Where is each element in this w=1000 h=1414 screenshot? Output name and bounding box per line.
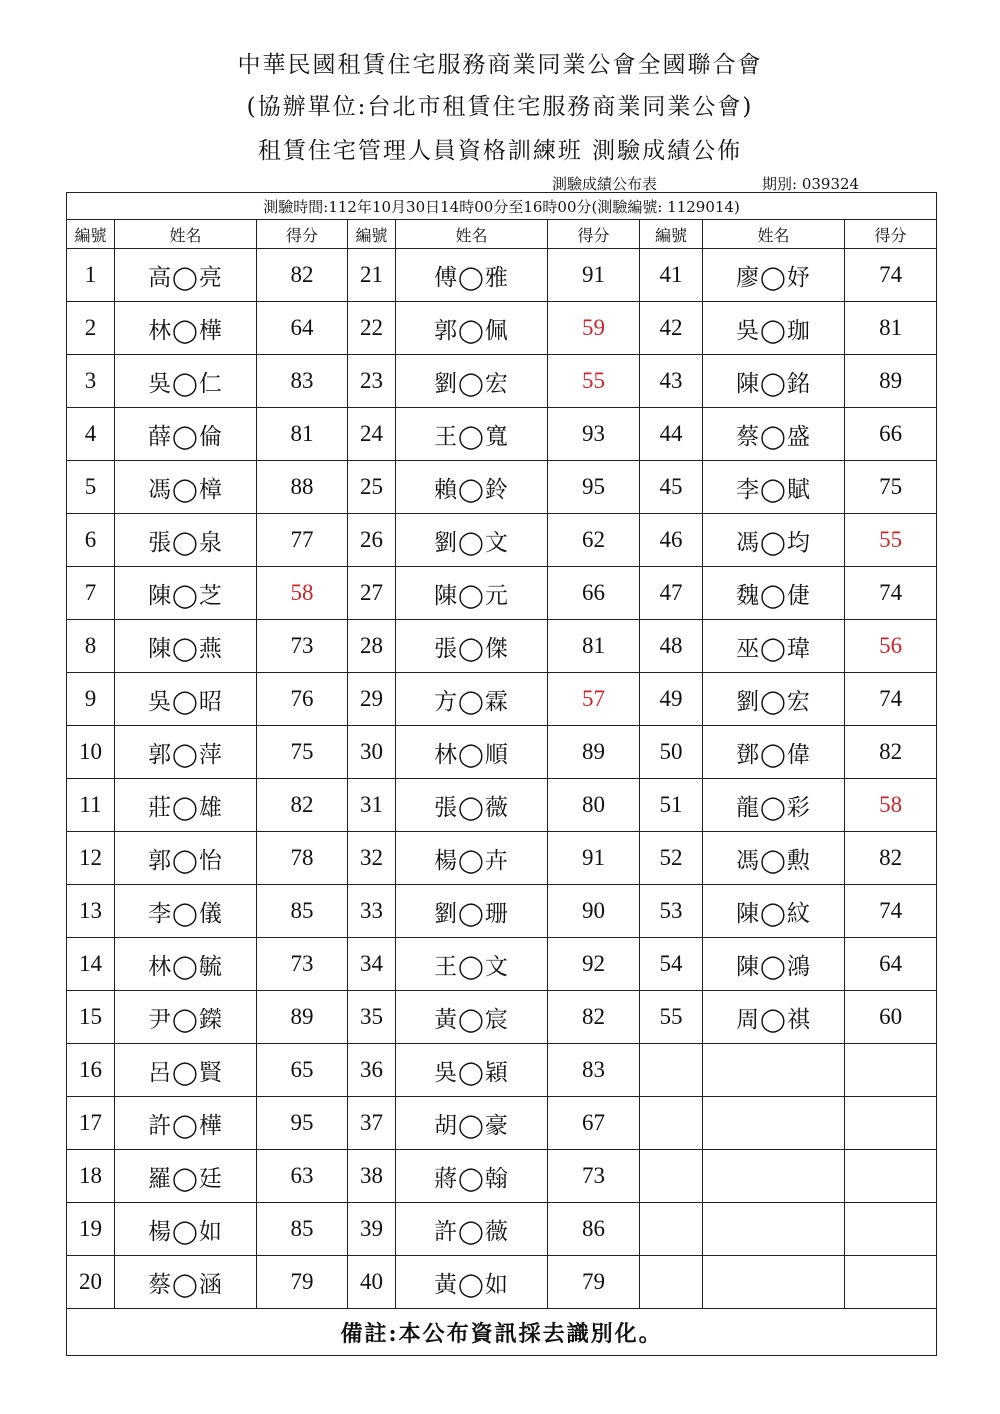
entry-number: 30 bbox=[348, 726, 396, 779]
entry-name: 馮◯均 bbox=[703, 514, 845, 567]
entry-score: 81 bbox=[845, 302, 937, 355]
col-header-score: 得分 bbox=[548, 220, 640, 249]
entry-score: 75 bbox=[845, 461, 937, 514]
entry-number: 9 bbox=[67, 673, 115, 726]
entry-score: 81 bbox=[257, 408, 348, 461]
entry-score: 85 bbox=[257, 885, 348, 938]
col-header-no: 編號 bbox=[67, 220, 115, 249]
entry-number: 51 bbox=[640, 779, 703, 832]
entry-score: 79 bbox=[548, 1256, 640, 1309]
entry-score: 55 bbox=[548, 355, 640, 408]
entry-name: 許◯樺 bbox=[115, 1097, 257, 1150]
entry-number: 29 bbox=[348, 673, 396, 726]
entry-number: 5 bbox=[67, 461, 115, 514]
entry-number: 27 bbox=[348, 567, 396, 620]
entry-score: 92 bbox=[548, 938, 640, 991]
header-row bbox=[67, 220, 937, 249]
entry-number: 42 bbox=[640, 302, 703, 355]
entry-number: 37 bbox=[348, 1097, 396, 1150]
entry-name: 馮◯勲 bbox=[703, 832, 845, 885]
table-row bbox=[67, 1256, 937, 1309]
entry-number: 36 bbox=[348, 1044, 396, 1097]
entry-number: 8 bbox=[67, 620, 115, 673]
entry-name: 馮◯樟 bbox=[115, 461, 257, 514]
entry-number: 33 bbox=[348, 885, 396, 938]
entry-score: 74 bbox=[845, 885, 937, 938]
entry-name: 巫◯瑋 bbox=[703, 620, 845, 673]
entry-score: 82 bbox=[845, 832, 937, 885]
entry-number: 46 bbox=[640, 514, 703, 567]
empty-cell bbox=[640, 1256, 703, 1309]
entry-score: 73 bbox=[548, 1150, 640, 1203]
entry-name: 蔣◯翰 bbox=[396, 1150, 548, 1203]
entry-score: 78 bbox=[257, 832, 348, 885]
entry-number: 12 bbox=[67, 832, 115, 885]
entry-name: 張◯傑 bbox=[396, 620, 548, 673]
entry-score: 95 bbox=[257, 1097, 348, 1150]
table-row bbox=[67, 514, 937, 567]
table-row bbox=[67, 461, 937, 514]
entry-name: 廖◯妤 bbox=[703, 249, 845, 302]
entry-score: 74 bbox=[845, 567, 937, 620]
table-row bbox=[67, 991, 937, 1044]
entry-number: 31 bbox=[348, 779, 396, 832]
entry-number: 45 bbox=[640, 461, 703, 514]
entry-score: 74 bbox=[845, 249, 937, 302]
entry-number: 19 bbox=[67, 1203, 115, 1256]
entry-score: 82 bbox=[257, 779, 348, 832]
entry-name: 張◯泉 bbox=[115, 514, 257, 567]
table-row bbox=[67, 567, 937, 620]
entry-score: 55 bbox=[845, 514, 937, 567]
entry-name: 陳◯銘 bbox=[703, 355, 845, 408]
entry-name: 蔡◯涵 bbox=[115, 1256, 257, 1309]
entry-name: 吳◯昭 bbox=[115, 673, 257, 726]
entry-name: 劉◯宏 bbox=[703, 673, 845, 726]
empty-cell bbox=[640, 1044, 703, 1097]
entry-name: 林◯毓 bbox=[115, 938, 257, 991]
exam-time: 測驗時間:112年10月30日14時00分至16時00分(測驗編號: 1129014) bbox=[67, 193, 937, 220]
entry-number: 17 bbox=[67, 1097, 115, 1150]
table-row bbox=[67, 355, 937, 408]
entry-score: 91 bbox=[548, 832, 640, 885]
entry-name: 吳◯珈 bbox=[703, 302, 845, 355]
entry-number: 35 bbox=[348, 991, 396, 1044]
empty-cell bbox=[845, 1150, 937, 1203]
entry-name: 李◯儀 bbox=[115, 885, 257, 938]
entry-number: 43 bbox=[640, 355, 703, 408]
table-label: 測驗成績公布表 bbox=[552, 175, 658, 193]
entry-name: 賴◯鈴 bbox=[396, 461, 548, 514]
entry-name: 郭◯怡 bbox=[115, 832, 257, 885]
entry-name: 尹◯鑅 bbox=[115, 991, 257, 1044]
entry-score: 93 bbox=[548, 408, 640, 461]
entry-name: 許◯薇 bbox=[396, 1203, 548, 1256]
entry-number: 21 bbox=[348, 249, 396, 302]
entry-number: 3 bbox=[67, 355, 115, 408]
entry-number: 10 bbox=[67, 726, 115, 779]
entry-name: 呂◯賢 bbox=[115, 1044, 257, 1097]
empty-cell bbox=[640, 1203, 703, 1256]
table-row bbox=[67, 885, 937, 938]
table-row bbox=[67, 620, 937, 673]
empty-cell bbox=[703, 1256, 845, 1309]
entry-score: 63 bbox=[257, 1150, 348, 1203]
entry-name: 蔡◯盛 bbox=[703, 408, 845, 461]
entry-number: 24 bbox=[348, 408, 396, 461]
entry-score: 58 bbox=[845, 779, 937, 832]
entry-name: 林◯樺 bbox=[115, 302, 257, 355]
col-header-name: 姓名 bbox=[703, 220, 845, 249]
table-row bbox=[67, 1044, 937, 1097]
entry-number: 52 bbox=[640, 832, 703, 885]
entry-number: 28 bbox=[348, 620, 396, 673]
entry-number: 41 bbox=[640, 249, 703, 302]
entry-score: 73 bbox=[257, 938, 348, 991]
entry-score: 77 bbox=[257, 514, 348, 567]
entry-score: 66 bbox=[845, 408, 937, 461]
table-row bbox=[67, 249, 937, 302]
entry-name: 黃◯如 bbox=[396, 1256, 548, 1309]
entry-score: 89 bbox=[257, 991, 348, 1044]
entry-score: 81 bbox=[548, 620, 640, 673]
empty-cell bbox=[845, 1256, 937, 1309]
col-header-no: 編號 bbox=[640, 220, 703, 249]
entry-score: 74 bbox=[845, 673, 937, 726]
entry-name: 楊◯卉 bbox=[396, 832, 548, 885]
empty-cell bbox=[845, 1044, 937, 1097]
entry-score: 83 bbox=[257, 355, 348, 408]
table-row bbox=[67, 1150, 937, 1203]
table-row bbox=[67, 938, 937, 991]
entry-name: 劉◯文 bbox=[396, 514, 548, 567]
entry-name: 黃◯宸 bbox=[396, 991, 548, 1044]
entry-score: 82 bbox=[845, 726, 937, 779]
entry-name: 陳◯燕 bbox=[115, 620, 257, 673]
entry-number: 26 bbox=[348, 514, 396, 567]
empty-cell bbox=[640, 1097, 703, 1150]
entry-score: 58 bbox=[257, 567, 348, 620]
entry-score: 66 bbox=[548, 567, 640, 620]
entry-name: 吳◯仁 bbox=[115, 355, 257, 408]
entry-number: 15 bbox=[67, 991, 115, 1044]
entry-name: 陳◯芝 bbox=[115, 567, 257, 620]
entry-score: 73 bbox=[257, 620, 348, 673]
entry-name: 陳◯元 bbox=[396, 567, 548, 620]
entry-number: 55 bbox=[640, 991, 703, 1044]
entry-number: 50 bbox=[640, 726, 703, 779]
entry-score: 82 bbox=[257, 249, 348, 302]
entry-number: 20 bbox=[67, 1256, 115, 1309]
entry-score: 91 bbox=[548, 249, 640, 302]
entry-number: 18 bbox=[67, 1150, 115, 1203]
footnote-row bbox=[67, 1309, 937, 1356]
entry-name: 陳◯鴻 bbox=[703, 938, 845, 991]
entry-name: 李◯賦 bbox=[703, 461, 845, 514]
empty-cell bbox=[845, 1097, 937, 1150]
entry-number: 34 bbox=[348, 938, 396, 991]
entry-name: 王◯文 bbox=[396, 938, 548, 991]
col-header-name: 姓名 bbox=[396, 220, 548, 249]
entry-name: 薛◯倫 bbox=[115, 408, 257, 461]
entry-name: 劉◯珊 bbox=[396, 885, 548, 938]
entry-name: 郭◯佩 bbox=[396, 302, 548, 355]
col-header-name: 姓名 bbox=[115, 220, 257, 249]
entry-name: 林◯順 bbox=[396, 726, 548, 779]
empty-cell bbox=[703, 1150, 845, 1203]
entry-score: 90 bbox=[548, 885, 640, 938]
entry-name: 張◯薇 bbox=[396, 779, 548, 832]
period-label: 期別: 039324 bbox=[762, 175, 860, 193]
entry-score: 62 bbox=[548, 514, 640, 567]
entry-score: 83 bbox=[548, 1044, 640, 1097]
entry-name: 高◯亮 bbox=[115, 249, 257, 302]
table-row bbox=[67, 408, 937, 461]
entry-number: 4 bbox=[67, 408, 115, 461]
entry-score: 75 bbox=[257, 726, 348, 779]
table-row bbox=[67, 832, 937, 885]
entry-score: 60 bbox=[845, 991, 937, 1044]
entry-number: 1 bbox=[67, 249, 115, 302]
entry-score: 59 bbox=[548, 302, 640, 355]
entry-number: 38 bbox=[348, 1150, 396, 1203]
entry-name: 莊◯雄 bbox=[115, 779, 257, 832]
table-row bbox=[67, 1097, 937, 1150]
entry-score: 95 bbox=[548, 461, 640, 514]
empty-cell bbox=[845, 1203, 937, 1256]
co-organizer-line: (協辦單位:台北市租賃住宅服務商業同業公會) bbox=[246, 94, 754, 120]
entry-number: 23 bbox=[348, 355, 396, 408]
entry-name: 王◯寬 bbox=[396, 408, 548, 461]
entry-number: 2 bbox=[67, 302, 115, 355]
entry-number: 47 bbox=[640, 567, 703, 620]
entry-number: 22 bbox=[348, 302, 396, 355]
entry-number: 48 bbox=[640, 620, 703, 673]
entry-score: 85 bbox=[257, 1203, 348, 1256]
entry-name: 傅◯雅 bbox=[396, 249, 548, 302]
entry-score: 79 bbox=[257, 1256, 348, 1309]
entry-number: 49 bbox=[640, 673, 703, 726]
entry-name: 龍◯彩 bbox=[703, 779, 845, 832]
entry-number: 16 bbox=[67, 1044, 115, 1097]
entry-score: 82 bbox=[548, 991, 640, 1044]
entry-name: 魏◯倢 bbox=[703, 567, 845, 620]
entry-name: 羅◯廷 bbox=[115, 1150, 257, 1203]
entry-number: 13 bbox=[67, 885, 115, 938]
entry-score: 67 bbox=[548, 1097, 640, 1150]
entry-score: 86 bbox=[548, 1203, 640, 1256]
table-row bbox=[67, 302, 937, 355]
empty-cell bbox=[703, 1097, 845, 1150]
entry-score: 64 bbox=[257, 302, 348, 355]
entry-number: 54 bbox=[640, 938, 703, 991]
entry-score: 89 bbox=[845, 355, 937, 408]
entry-score: 80 bbox=[548, 779, 640, 832]
entry-number: 44 bbox=[640, 408, 703, 461]
entry-number: 32 bbox=[348, 832, 396, 885]
entry-name: 周◯祺 bbox=[703, 991, 845, 1044]
entry-name: 劉◯宏 bbox=[396, 355, 548, 408]
entry-score: 65 bbox=[257, 1044, 348, 1097]
entry-score: 57 bbox=[548, 673, 640, 726]
entry-number: 7 bbox=[67, 567, 115, 620]
table-row bbox=[67, 673, 937, 726]
entry-number: 11 bbox=[67, 779, 115, 832]
entry-name: 吳◯穎 bbox=[396, 1044, 548, 1097]
table-row bbox=[67, 726, 937, 779]
entry-number: 40 bbox=[348, 1256, 396, 1309]
empty-cell bbox=[640, 1150, 703, 1203]
footnote: 備註:本公布資訊採去識別化。 bbox=[67, 1309, 937, 1356]
entry-score: 64 bbox=[845, 938, 937, 991]
entry-name: 胡◯豪 bbox=[396, 1097, 548, 1150]
col-header-score: 得分 bbox=[845, 220, 937, 249]
col-header-score: 得分 bbox=[257, 220, 348, 249]
entry-name: 鄧◯偉 bbox=[703, 726, 845, 779]
entry-name: 方◯霖 bbox=[396, 673, 548, 726]
entry-number: 39 bbox=[348, 1203, 396, 1256]
entry-score: 88 bbox=[257, 461, 348, 514]
entry-number: 25 bbox=[348, 461, 396, 514]
entry-score: 56 bbox=[845, 620, 937, 673]
entry-name: 陳◯紋 bbox=[703, 885, 845, 938]
table-row bbox=[67, 1203, 937, 1256]
document-subtitle: 租賃住宅管理人員資格訓練班 測驗成績公佈 bbox=[257, 138, 743, 164]
table-row bbox=[67, 779, 937, 832]
entry-name: 郭◯萍 bbox=[115, 726, 257, 779]
entry-score: 89 bbox=[548, 726, 640, 779]
empty-cell bbox=[703, 1044, 845, 1097]
entry-number: 14 bbox=[67, 938, 115, 991]
empty-cell bbox=[703, 1203, 845, 1256]
entry-score: 76 bbox=[257, 673, 348, 726]
entry-number: 6 bbox=[67, 514, 115, 567]
document-title: 中華民國租賃住宅服務商業同業公會全國聯合會 bbox=[237, 52, 763, 78]
col-header-no: 編號 bbox=[348, 220, 396, 249]
entry-number: 53 bbox=[640, 885, 703, 938]
score-table bbox=[66, 192, 937, 1356]
entry-name: 楊◯如 bbox=[115, 1203, 257, 1256]
